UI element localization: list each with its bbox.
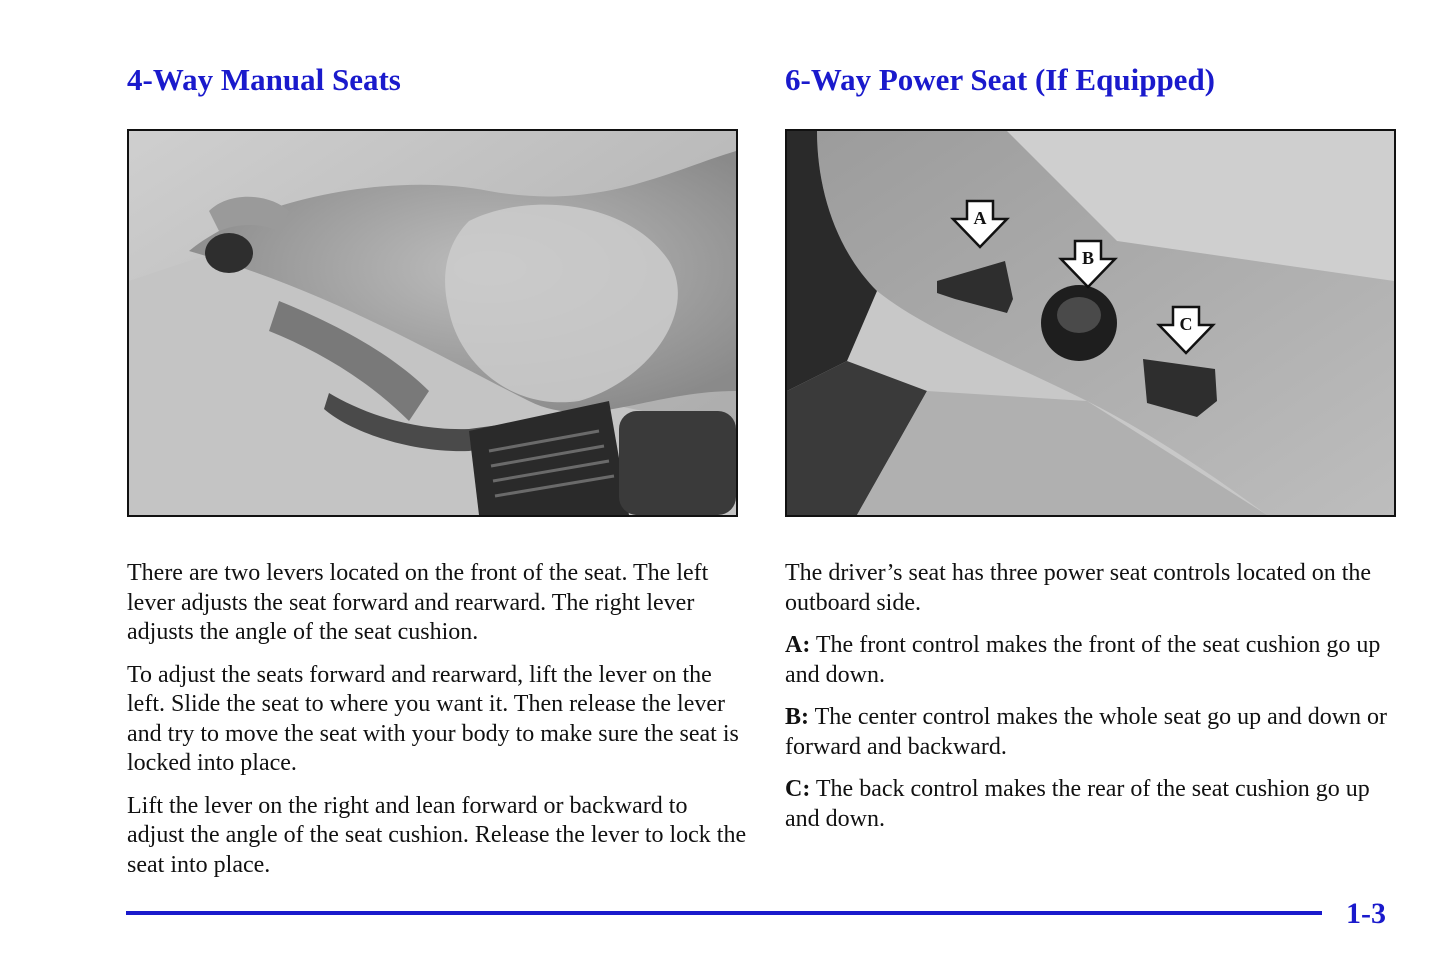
manual-seats-paragraph-2: To adjust the seats forward and rearward, lift the lever on the left. Slide the seat to where you want it. Then release the lever and try to move the seat with your body to make sure the seat is locked into place. [127, 661, 739, 776]
callout-a-label: A [973, 208, 987, 228]
manual-seat-photo [127, 129, 738, 517]
callout-c-label: C [1179, 314, 1193, 334]
control-c-letter: C: [785, 776, 811, 802]
power-seat-illustration [787, 131, 1394, 515]
control-a-text: The front control makes the front of the seat cushion go up and down. [785, 632, 1381, 688]
callout-b-label: B [1081, 248, 1095, 268]
left-lever-pivot [205, 233, 253, 273]
control-c-text: The back control makes the rear of the seat cushion go up and down. [785, 776, 1370, 832]
section-title-manual-seats: 4-Way Manual Seats [127, 62, 401, 97]
footer-rule [126, 911, 1322, 915]
control-b-text: The center control makes the whole seat go up and down or forward and backward. [785, 704, 1388, 760]
power-seat-intro: The driver’s seat has three power seat controls located on the outboard side. [785, 560, 1372, 616]
control-a-letter: A: [785, 632, 811, 658]
control-c-description [785, 775, 1395, 834]
power-seat-photo [785, 129, 1396, 517]
manual-seats-paragraph-3: Lift the lever on the right and lean forward or backward to adjust the angle of the seat cushion. Release the lever to lock the seat into place. [127, 792, 747, 878]
manual-seats-text [127, 559, 747, 893]
manual-seats-paragraph-1: There are two levers located on the front of the seat. The left lever adjusts the seat forward and rearward. The right lever adjusts the angle of the seat cushion. [127, 560, 709, 645]
control-b-description [785, 703, 1395, 762]
power-seat-text [785, 559, 1395, 847]
control-b-letter: B: [785, 704, 809, 730]
manual-seat-illustration [129, 131, 736, 515]
section-title-power-seat: 6-Way Power Seat (If Equipped) [785, 62, 1216, 97]
control-a-description [785, 631, 1395, 690]
page-number: 1-3 [1346, 897, 1386, 930]
